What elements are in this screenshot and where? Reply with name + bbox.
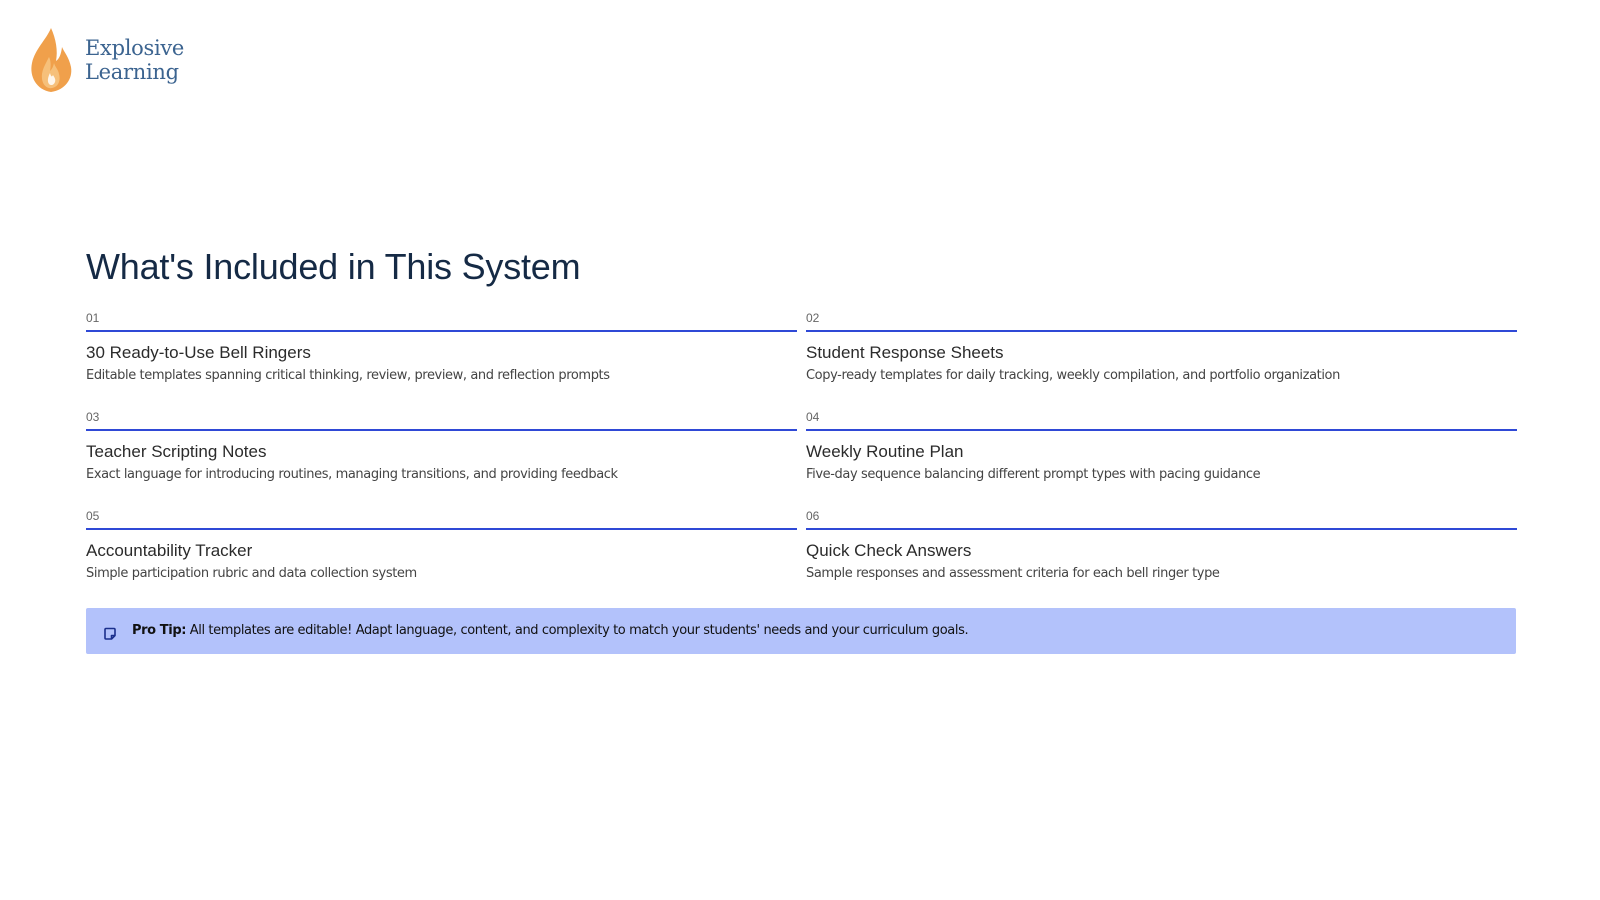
feature-title: Weekly Routine Plan: [806, 442, 964, 461]
feature-number: 03: [86, 410, 100, 424]
flame-icon: [29, 27, 73, 93]
feature-title: Teacher Scripting Notes: [86, 442, 267, 461]
feature-item: [86, 509, 797, 608]
feature-description: Copy-ready templates for daily tracking, weekly compilation, and portfolio organization: [806, 368, 1340, 383]
pro-tip-banner: [86, 608, 1516, 654]
feature-number: 02: [806, 311, 820, 325]
page-title: What's Included in This System: [86, 246, 581, 287]
pro-tip-message: All templates are editable! Adapt language, content, and complexity to match your students' needs and your curriculum goals.: [186, 622, 969, 638]
feature-item: [806, 311, 1517, 410]
feature-item: [806, 410, 1517, 509]
features-grid: [86, 311, 1516, 608]
feature-number: 04: [806, 410, 820, 424]
feature-description: Exact language for introducing routines, managing transitions, and providing feedback: [86, 467, 618, 482]
feature-description: Simple participation rubric and data collection system: [86, 566, 417, 581]
feature-divider: [806, 528, 1517, 530]
feature-divider: [806, 330, 1517, 332]
feature-description: Editable templates spanning critical thinking, review, preview, and reflection prompts: [86, 368, 610, 383]
pro-tip-label: Pro Tip:: [132, 622, 187, 638]
feature-item: [806, 509, 1517, 608]
feature-item: [86, 410, 797, 509]
feature-number: 06: [806, 509, 820, 523]
feature-number: 01: [86, 311, 100, 325]
feature-description: Sample responses and assessment criteria for each bell ringer type: [806, 566, 1220, 581]
feature-divider: [86, 528, 797, 530]
brand-name-line2: Learning: [85, 60, 179, 84]
feature-title: Quick Check Answers: [806, 541, 972, 560]
feature-title: 30 Ready-to-Use Bell Ringers: [86, 343, 311, 362]
brand-logo: [29, 27, 184, 93]
feature-title: Accountability Tracker: [86, 541, 253, 560]
feature-title: Student Response Sheets: [806, 343, 1004, 362]
feature-item: [86, 311, 797, 410]
brand-name-line1: Explosive: [85, 36, 185, 60]
pro-tip-text: [132, 623, 968, 638]
brand-name: [85, 36, 184, 84]
feature-divider: [86, 429, 797, 431]
feature-divider: [806, 429, 1517, 431]
feature-number: 05: [86, 509, 100, 523]
note-icon: [103, 627, 117, 641]
feature-description: Five-day sequence balancing different prompt types with pacing guidance: [806, 467, 1261, 482]
feature-divider: [86, 330, 797, 332]
